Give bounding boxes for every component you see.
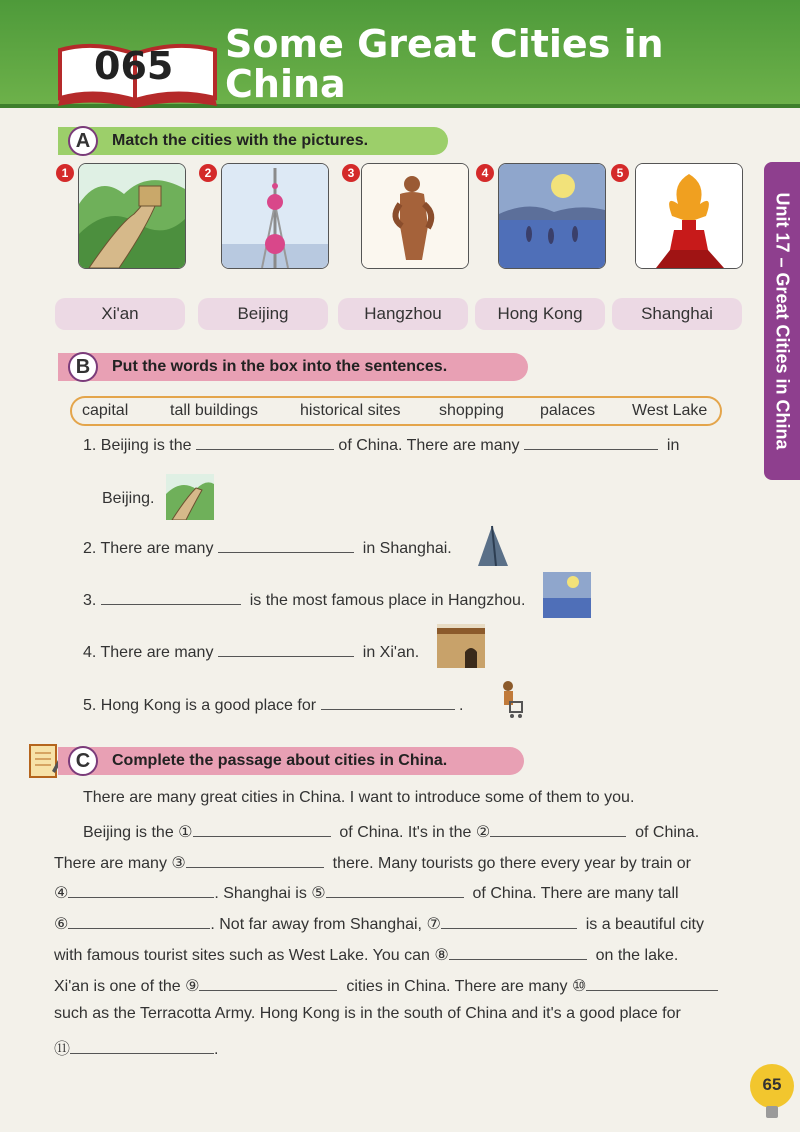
page-title bbox=[225, 24, 785, 104]
answer-blank[interactable] bbox=[441, 912, 577, 929]
great-wall-icon bbox=[78, 163, 186, 269]
passage-text: is a beautiful city bbox=[585, 916, 704, 933]
passage-line-6 bbox=[54, 943, 678, 965]
answer-blank[interactable] bbox=[196, 433, 334, 450]
passage-line-5 bbox=[54, 912, 704, 934]
picture-number-2: 2 bbox=[199, 164, 217, 182]
passage-text: ⑥ bbox=[54, 916, 69, 933]
sentence-1-part-a: 1. Beijing is the bbox=[83, 437, 192, 454]
passage-line-4 bbox=[54, 881, 679, 903]
answer-blank[interactable] bbox=[449, 943, 587, 960]
passage-text: there. Many tourists go there every year by train or bbox=[332, 855, 692, 872]
passage-text: with famous tourist sites such as West Lake. You can ⑧ bbox=[54, 947, 449, 964]
passage-text: of China. bbox=[635, 824, 700, 841]
answer-blank[interactable] bbox=[199, 974, 337, 991]
passage-line-3 bbox=[54, 851, 691, 873]
lesson-number: 065 bbox=[94, 44, 174, 88]
passage-text: ⑪ bbox=[54, 1041, 71, 1058]
lake-moon-icon bbox=[543, 572, 591, 618]
passage-text: Beijing is the ① bbox=[83, 824, 193, 841]
word-historical-sites: historical sites bbox=[300, 402, 401, 419]
sentence-1-part-b: of China. There are many bbox=[338, 437, 520, 454]
unit-side-tab bbox=[764, 162, 800, 480]
answer-blank[interactable] bbox=[68, 881, 214, 898]
picture-number-1: 1 bbox=[56, 164, 74, 182]
passage-text: Xi'an is one of the ⑨ bbox=[54, 978, 200, 995]
passage-line-2 bbox=[83, 820, 699, 842]
picture-number-4: 4 bbox=[476, 164, 494, 182]
passage-line-8: such as the Terracotta Army. Hong Kong is in the south of China and it's a good place for bbox=[54, 1005, 681, 1022]
skyscraper-icon bbox=[474, 522, 512, 566]
sentence-3-part-b: is the most famous place in Hangzhou. bbox=[249, 592, 526, 609]
city-hong-kong[interactable]: Hong Kong bbox=[475, 298, 605, 330]
answer-blank[interactable] bbox=[524, 433, 658, 450]
unit-side-tab-label: Unit 17 – Great Cities in China bbox=[772, 192, 793, 450]
city-hangzhou[interactable]: Hangzhou bbox=[338, 298, 468, 330]
passage-text: of China. It's in the ② bbox=[339, 824, 491, 841]
passage-text: of China. There are many tall bbox=[472, 885, 679, 902]
passage-text: . Not far away from Shanghai, ⑦ bbox=[210, 916, 441, 933]
bauhinia-statue-icon bbox=[635, 163, 743, 269]
section-a-header bbox=[58, 127, 448, 155]
sentence-4-part-a: 4. There are many bbox=[83, 644, 214, 661]
word-shopping: shopping bbox=[439, 402, 504, 419]
city-beijing[interactable]: Beijing bbox=[198, 298, 328, 330]
section-a-instruction: Match the cities with the pictures. bbox=[112, 132, 369, 149]
page-number: 65 bbox=[762, 1075, 782, 1094]
sentence-1-part-c: in bbox=[666, 437, 680, 454]
great-wall-icon bbox=[166, 474, 214, 520]
sentence-3 bbox=[83, 588, 525, 610]
palace-gate-icon bbox=[437, 624, 485, 668]
answer-blank[interactable] bbox=[218, 640, 354, 657]
answer-blank[interactable] bbox=[326, 881, 464, 898]
page-number-bulb-icon bbox=[750, 1064, 794, 1108]
answer-blank[interactable] bbox=[586, 974, 718, 991]
passage-text: ④ bbox=[54, 885, 69, 902]
passage-text: There are many ③ bbox=[54, 855, 186, 872]
answer-blank[interactable] bbox=[70, 1037, 214, 1054]
answer-blank[interactable] bbox=[193, 820, 331, 837]
section-b-letter: B bbox=[68, 352, 98, 382]
title-line-2: China bbox=[225, 62, 346, 106]
sentence-5-part-b: . bbox=[458, 697, 464, 714]
sentence-4-part-b: in Xi'an. bbox=[362, 644, 420, 661]
passage-text: . Shanghai is ⑤ bbox=[214, 885, 326, 902]
sentence-5 bbox=[83, 693, 463, 715]
title-line-1: Some Great Cities in bbox=[225, 22, 664, 66]
sentence-5-part-a: 5. Hong Kong is a good place for bbox=[83, 697, 317, 714]
sentence-2-part-a: 2. There are many bbox=[83, 540, 214, 557]
answer-blank[interactable] bbox=[101, 588, 241, 605]
picture-number-5: 5 bbox=[611, 164, 629, 182]
sentence-2 bbox=[83, 536, 452, 558]
section-a-letter: A bbox=[68, 126, 98, 156]
answer-blank[interactable] bbox=[68, 912, 210, 929]
section-c-letter: C bbox=[68, 746, 98, 776]
sentence-4 bbox=[83, 640, 419, 662]
bulb-base-icon bbox=[766, 1106, 778, 1118]
passage-line-1: There are many great cities in China. I want to introduce some of them to you. bbox=[83, 789, 635, 806]
tv-tower-icon bbox=[221, 163, 329, 269]
word-capital: capital bbox=[82, 402, 129, 419]
sentence-2-part-b: in Shanghai. bbox=[362, 540, 452, 557]
word-tall-buildings: tall buildings bbox=[170, 402, 259, 419]
section-b-instruction: Put the words in the box into the sentences. bbox=[112, 358, 448, 375]
sentence-1 bbox=[83, 433, 679, 455]
city-xian[interactable]: Xi'an bbox=[55, 298, 185, 330]
sentence-3-part-a: 3. bbox=[83, 592, 97, 609]
answer-blank[interactable] bbox=[490, 820, 626, 837]
answer-blank[interactable] bbox=[218, 536, 354, 553]
passage-text: cities in China. There are many ⑩ bbox=[346, 978, 587, 995]
picture-number-3: 3 bbox=[342, 164, 360, 182]
section-b-header bbox=[58, 353, 528, 381]
passage-text: . bbox=[214, 1041, 219, 1058]
lake-moon-icon bbox=[498, 163, 606, 269]
word-west-lake: West Lake bbox=[632, 402, 708, 419]
answer-blank[interactable] bbox=[321, 693, 455, 710]
word-box bbox=[70, 396, 722, 426]
section-c-instruction: Complete the passage about cities in China. bbox=[112, 752, 448, 769]
passage-line-9 bbox=[54, 1036, 218, 1059]
sentence-1-cont: Beijing. bbox=[102, 490, 155, 507]
word-palaces: palaces bbox=[540, 402, 596, 419]
passage-line-7 bbox=[54, 974, 718, 996]
section-c-header bbox=[58, 747, 524, 775]
answer-blank[interactable] bbox=[186, 851, 324, 868]
terracotta-warrior-icon bbox=[361, 163, 469, 269]
city-shanghai[interactable]: Shanghai bbox=[612, 298, 742, 330]
passage-text: on the lake. bbox=[595, 947, 679, 964]
shopping-person-icon bbox=[498, 680, 524, 720]
